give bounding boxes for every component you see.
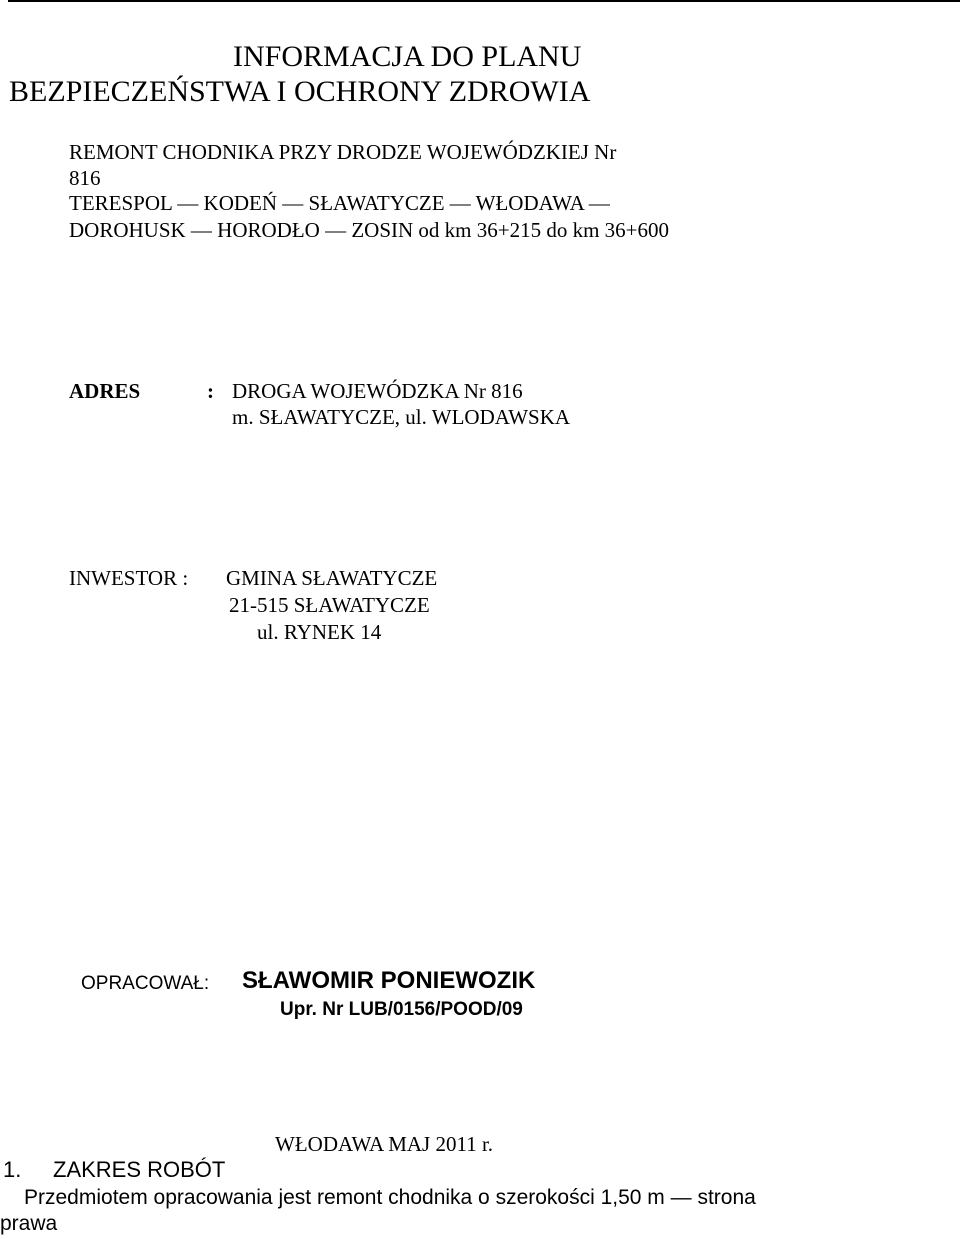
investor-label: INWESTOR : (69, 566, 189, 590)
section-text-line1: Przedmiotem opracowania jest remont chodnika o szerokości 1,50 m — strona (24, 1186, 756, 1209)
address-label: ADRES (69, 379, 141, 403)
document-title-line2: BEZPIECZEŃSTWA I OCHRONY ZDROWIA (9, 75, 591, 108)
investor-line-1: GMINA SŁAWATYCZE (226, 566, 438, 590)
project-line-4: DOROHUSK — HORODŁO — ZOSIN od km 36+215 do km 36+600 (69, 218, 670, 242)
address-line-2: m. SŁAWATYCZE, ul. WLODAWSKA (232, 405, 571, 429)
top-border-line (8, 0, 960, 2)
project-line-1: REMONT CHODNIKA PRZY DRODZE WOJEWÓDZKIEJ Nr (69, 140, 617, 164)
section-text-line2: prawa (0, 1212, 58, 1235)
section-number: 1. (3, 1157, 22, 1182)
place-and-date: WŁODAWA MAJ 2011 r. (275, 1132, 494, 1156)
section-heading: ZAKRES ROBÓT (53, 1157, 226, 1182)
author-license: Upr. Nr LUB/0156/POOD/09 (280, 999, 523, 1020)
project-line-2: 816 (69, 166, 101, 190)
author-label: OPRACOWAŁ: (81, 973, 210, 994)
document-title-line1: INFORMACJA DO PLANU (233, 40, 582, 73)
investor-line-3: ul. RYNEK 14 (257, 620, 382, 644)
address-colon: : (207, 379, 214, 403)
project-line-3: TERESPOL — KODEŃ — SŁAWATYCZE — WŁODAWA — (69, 191, 610, 215)
author-name: SŁAWOMIR PONIEWOZIK (242, 967, 536, 994)
investor-line-2: 21-515 SŁAWATYCZE (229, 593, 430, 617)
address-line-1: DROGA WOJEWÓDZKA Nr 816 (232, 379, 523, 403)
